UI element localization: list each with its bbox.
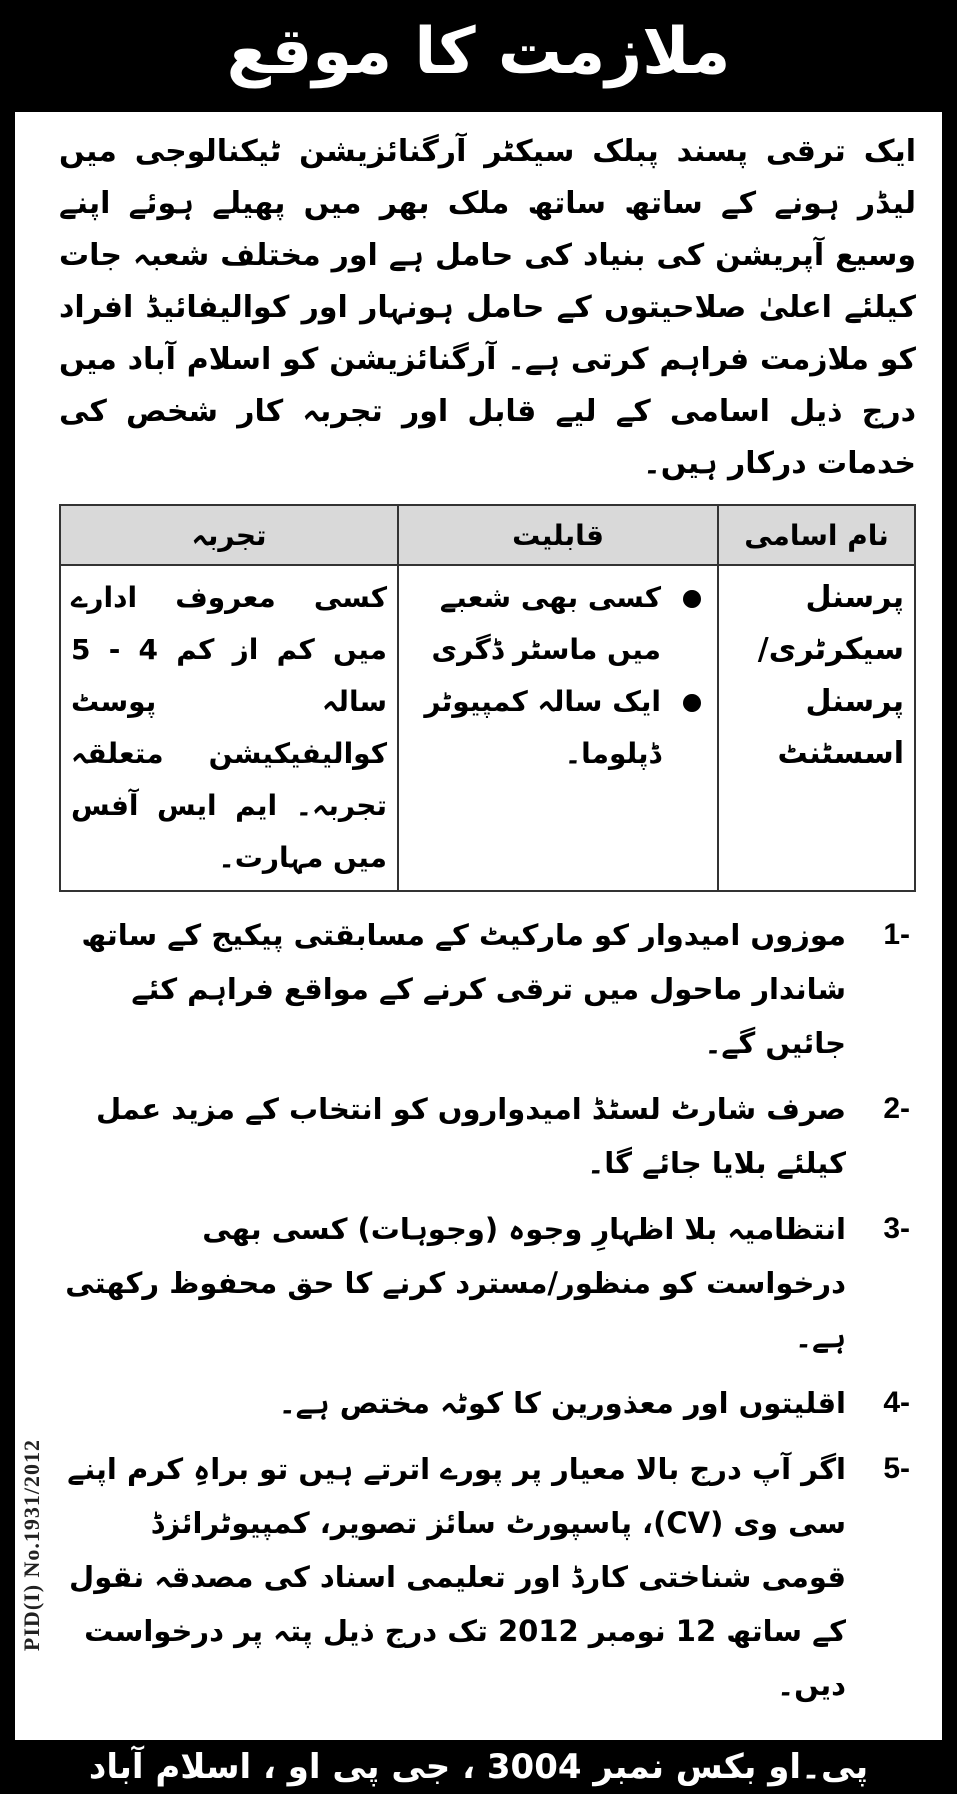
cell-qualification	[398, 565, 718, 891]
list-item	[59, 1082, 916, 1190]
ad-title: ملازمت کا موقع	[226, 15, 731, 89]
list-item	[59, 908, 916, 1070]
conditions-list	[59, 908, 916, 1724]
table-row	[60, 565, 915, 891]
header-qualification: قابلیت	[398, 505, 718, 565]
intro-paragraph: ایک ترقی پسند پبلک سیکٹر آرگنائزیشن ٹیکنالوجی میں لیڈر ہونے کے ساتھ ساتھ ملک بھر میں پھیلے ہوئے اپنے وسیع آپریشن کی بنیاد کی حامل ہے اور مختلف شعبہ جات کیلئے اعلیٰ صلاحیتوں کے حامل ہونہار اور کوالیفائیڈ افراد کو ملازمت فراہم کرتی ہے۔ آرگنائزیشن کو اسلام آباد میں درج ذیل اسامی کے لیے قابل اور تجربہ کار شخص کی خدمات درکار ہیں۔	[59, 134, 916, 481]
cell-post: پرسنل سیکرٹری/ پرسنل اسسٹنٹ	[718, 565, 915, 891]
qualification-item: کسی بھی شعبے میں ماسٹر ڈگری	[409, 572, 707, 676]
item-text: موزوں امیدوار کو مارکیٹ کے مسابقتی پیکیج کے ساتھ شاندار ماحول میں ترقی کرنے کے مواقع فراہم کئے جائیں گے۔	[81, 918, 846, 1060]
address-footer: پی۔او بکس نمبر 3004 ، جی پی او ، اسلام آباد	[88, 1747, 869, 1787]
item-number: 2-	[883, 1092, 910, 1125]
item-text: صرف شارٹ لسٹڈ امیدواروں کو انتخاب کے مزید عمل کیلئے بلایا جائے گا۔	[96, 1092, 846, 1180]
item-number: 3-	[883, 1212, 910, 1245]
ad-body	[15, 112, 942, 1740]
item-number: 1-	[883, 918, 910, 951]
table-header-row	[60, 505, 915, 565]
item-number: 5-	[883, 1452, 910, 1485]
list-item	[59, 1442, 916, 1712]
list-item	[59, 1376, 916, 1430]
item-text: انتظامیہ بلا اظہارِ وجوہ (وجوہات) کسی بھی درخواست کو منظور/مسترد کرنے کا حق محفوظ رکھتی ہے۔	[65, 1212, 846, 1354]
header-post: نام اسامی	[718, 505, 915, 565]
pid-number: PID(I) No.1931/2012	[19, 1438, 44, 1652]
header-experience: تجربہ	[60, 505, 398, 565]
vacancy-table	[59, 504, 916, 892]
cell-experience: کسی معروف ادارے میں کم از کم 4 - 5 سالہ پوسٹ کوالیفیکیشن متعلقہ تجربہ۔ ایم ایس آفس میں مہارت۔	[60, 565, 398, 891]
list-item	[59, 1202, 916, 1364]
qualification-item: ایک سالہ کمپیوٹر ڈپلوما۔	[409, 676, 707, 780]
item-text: اقلیتوں اور معذورین کا کوٹہ مختص ہے۔	[278, 1386, 846, 1420]
item-number: 4-	[883, 1386, 910, 1419]
item-text: اگر آپ درج بالا معیار پر پورے اترتے ہیں تو براہِ کرم اپنے سی وی (CV)، پاسپورٹ سائز تصویر، کمپیوٹرائزڈ قومی شناختی کارڈ اور تعلیمی اسناد کی مصدقہ نقول کے ساتھ 12 نومبر 2012 تک درج ذیل پتہ پر درخواست دیں۔	[67, 1452, 846, 1702]
